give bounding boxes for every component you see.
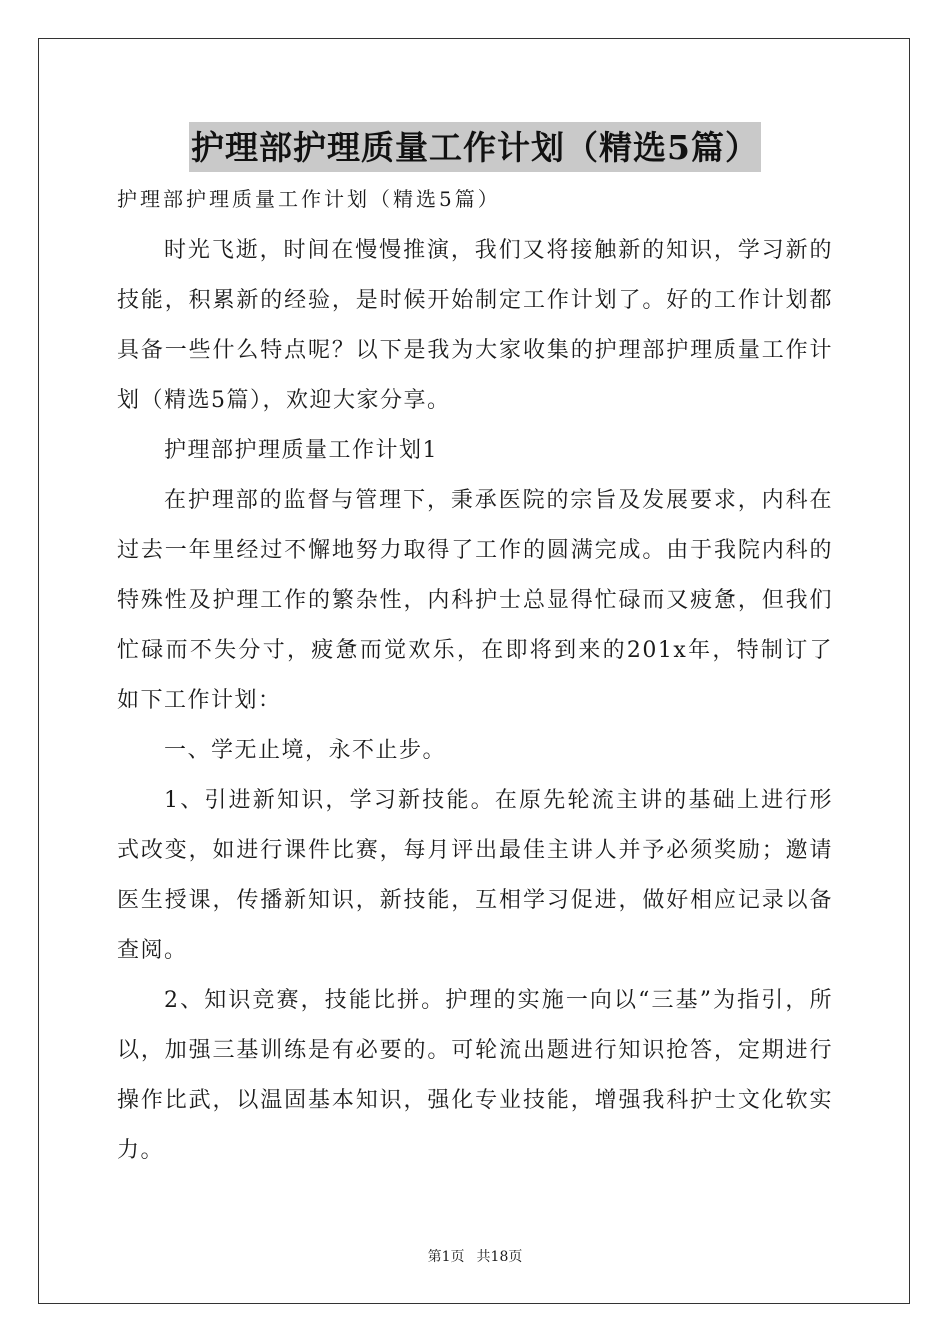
page-number: 第1页	[427, 1249, 465, 1265]
document-title: 护理部护理质量工作计划（精选5篇）	[189, 122, 761, 172]
page-total: 共18页	[476, 1249, 523, 1265]
body-paragraph-item-2: 2、知识竞赛，技能比拼。护理的实施一向以“三基”为指引，所以，加强三基训练是有必要的。可轮流出题进行知识抢答，定期进行操作比武，以温固基本知识，强化专业技能，增强我科护士文化软实力。	[117, 988, 833, 1163]
document-body	[117, 226, 833, 1176]
page-footer	[0, 1247, 950, 1267]
body-paragraph-item-1: 1、引进新知识，学习新技能。在原先轮流主讲的基础上进行形式改变，如进行课件比赛，每月评出最佳主讲人并予必须奖励；邀请医生授课，传播新知识，新技能，互相学习促进，做好相应记录以备查阅。	[117, 788, 833, 963]
title-container	[0, 122, 950, 172]
body-paragraph: 在护理部的监督与管理下，秉承医院的宗旨及发展要求，内科在过去一年里经过不懈地努力取得了工作的圆满完成。由于我院内科的特殊性及护理工作的繁杂性，内科护士总显得忙碌而又疲惫，但我们忙碌而不失分寸，疲惫而觉欢乐，在即将到来的201x年，特制订了如下工作计划：	[117, 488, 833, 713]
section-heading-plan-1: 护理部护理质量工作计划1	[164, 438, 438, 463]
section-heading-learning: 一、学无止境，永不止步。	[164, 738, 447, 763]
document-subtitle: 护理部护理质量工作计划（精选5篇）	[117, 187, 501, 211]
intro-paragraph: 时光飞逝，时间在慢慢推演，我们又将接触新的知识，学习新的技能，积累新的经验，是时候开始制定工作计划了。好的工作计划都具备一些什么特点呢？以下是我为大家收集的护理部护理质量工作计划（精选5篇），欢迎大家分享。	[117, 238, 833, 413]
